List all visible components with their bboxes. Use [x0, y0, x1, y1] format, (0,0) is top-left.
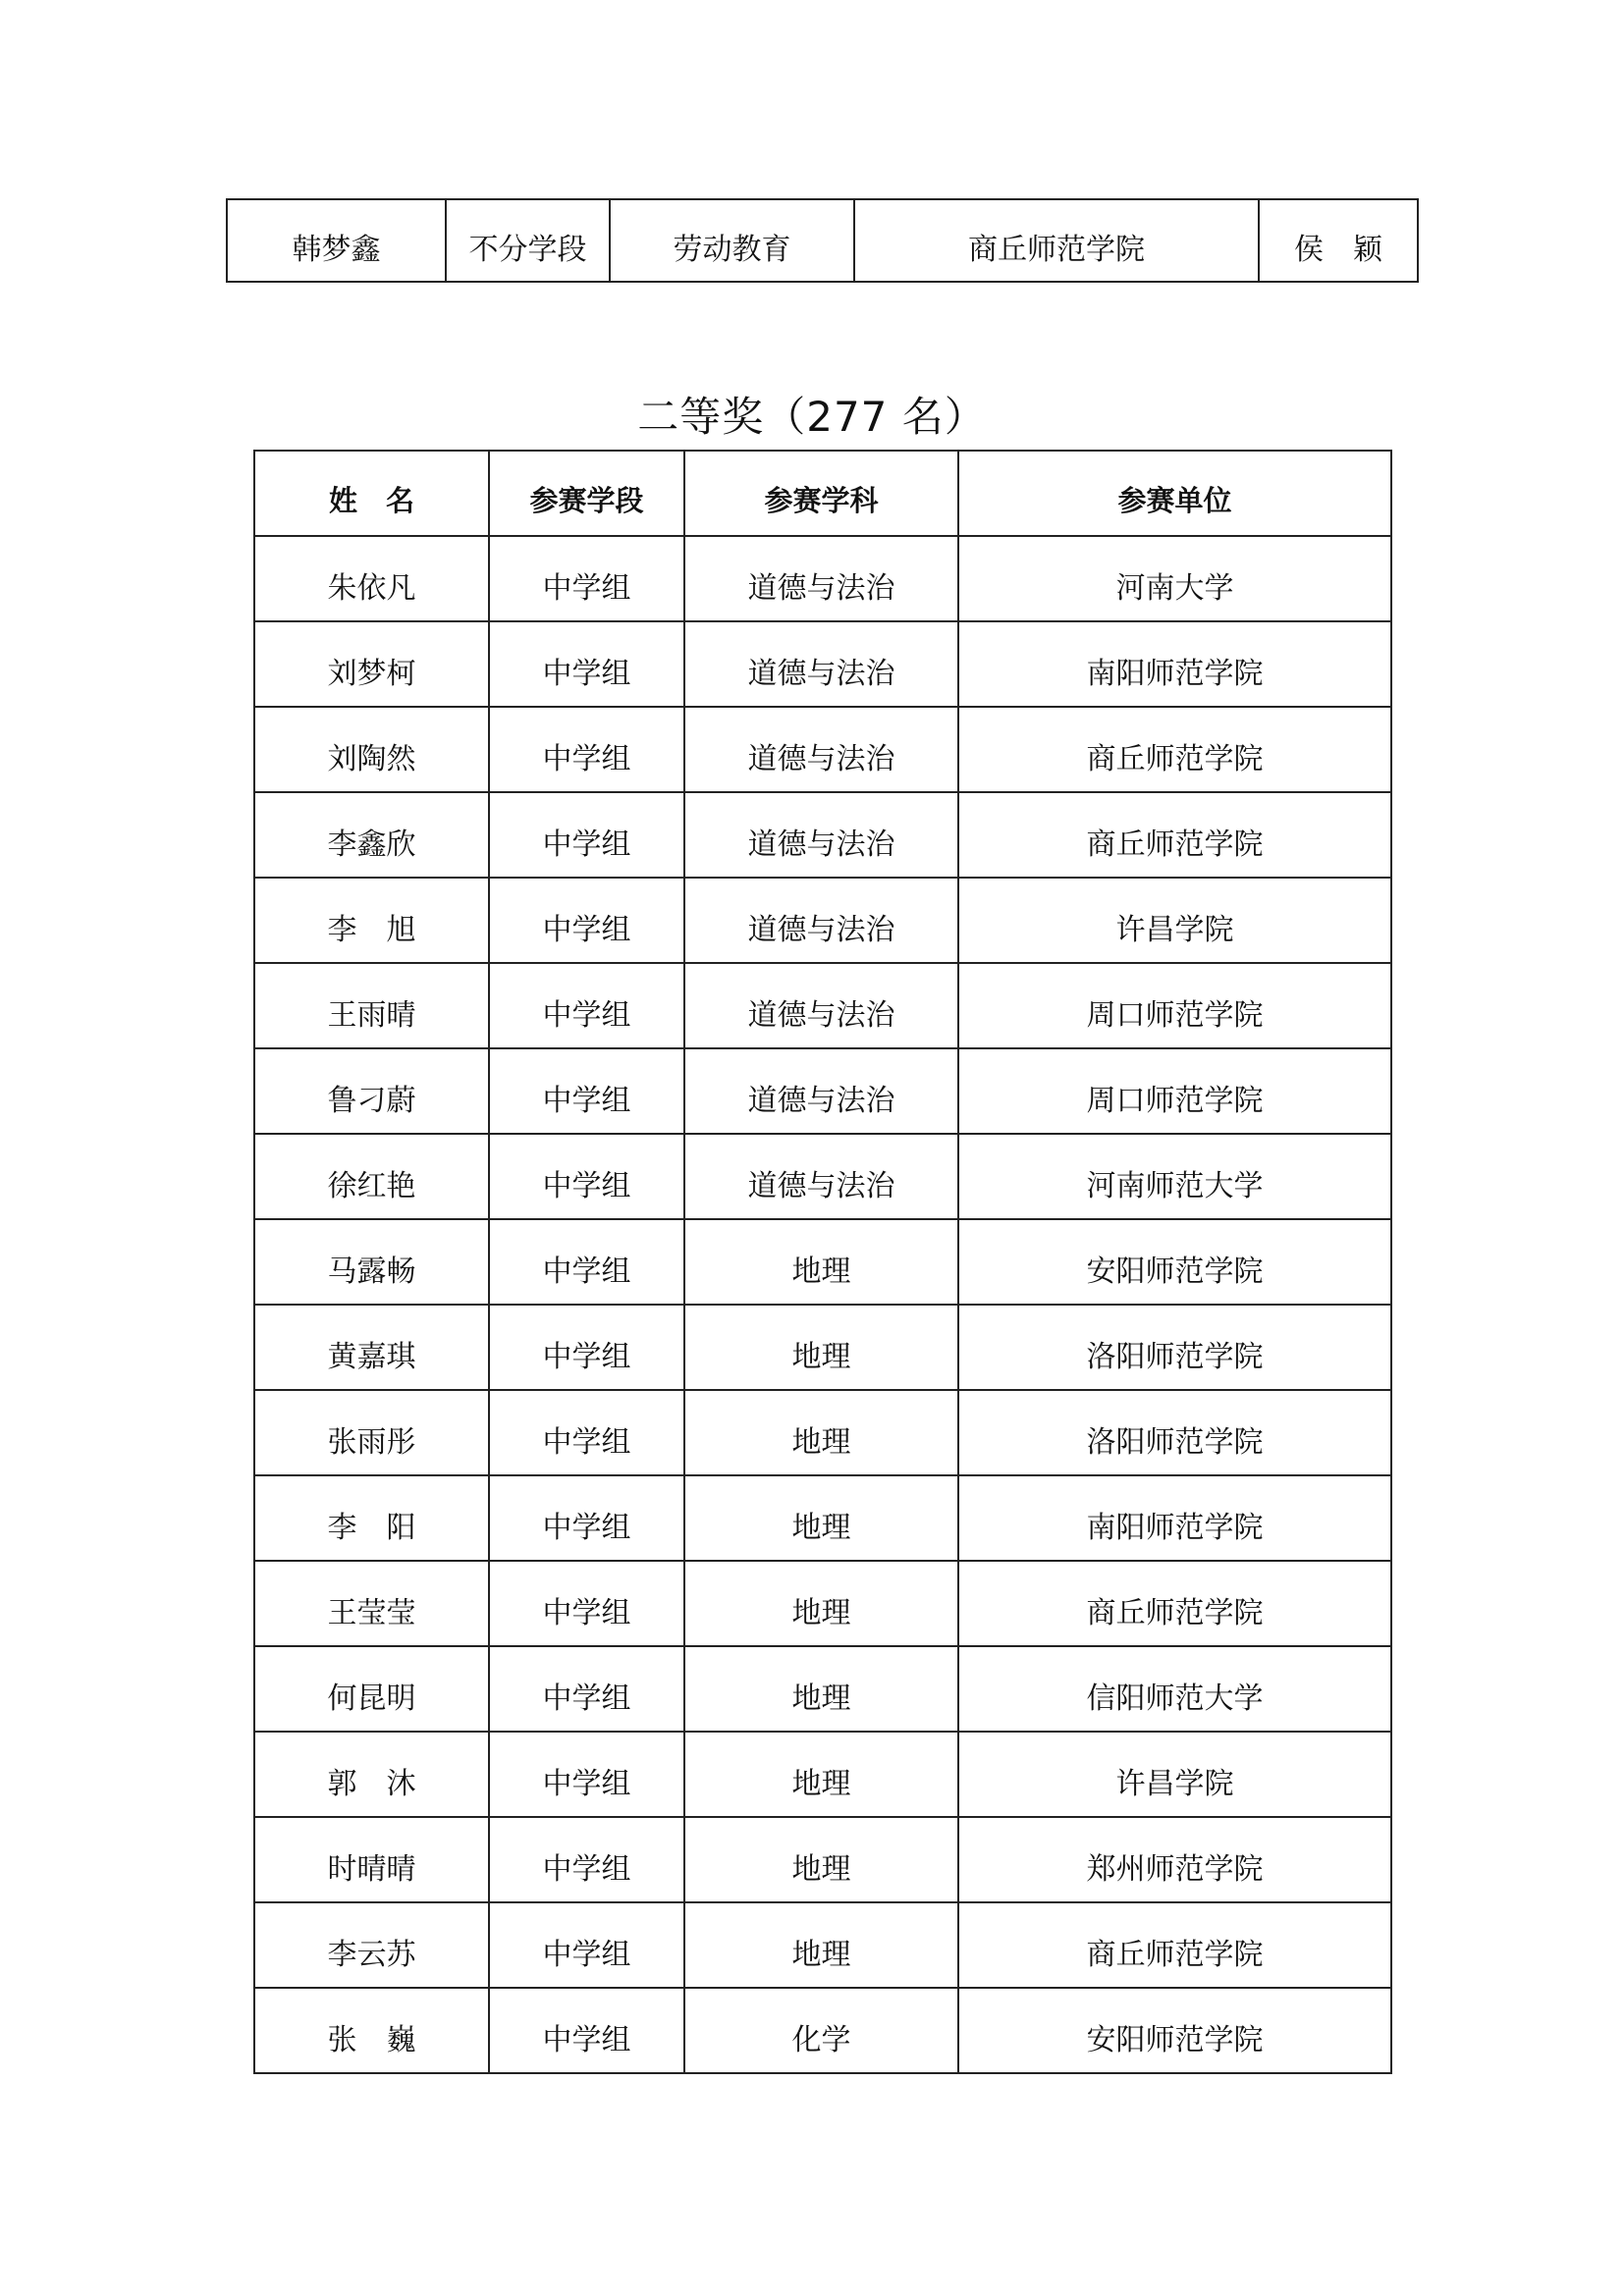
subject-cell: 道德与法治	[684, 621, 958, 707]
name-cell: 徐红艳	[254, 1134, 489, 1219]
stage-cell: 中学组	[489, 621, 684, 707]
name-cell: 韩梦鑫	[227, 199, 446, 282]
unit-cell: 洛阳师范学院	[958, 1305, 1391, 1390]
name-cell: 刘梦柯	[254, 621, 489, 707]
section-title: 二等奖（277 名）	[637, 393, 987, 441]
table-row	[254, 1646, 1391, 1732]
unit-cell: 商丘师范学院	[958, 1561, 1391, 1646]
subject-cell: 地理	[684, 1732, 958, 1817]
name-cell: 张 巍	[254, 1988, 489, 2073]
table-row	[254, 1988, 1391, 2073]
table-row	[254, 1219, 1391, 1305]
name-cell: 李 阳	[254, 1475, 489, 1561]
stage-cell: 中学组	[489, 963, 684, 1048]
table-row	[254, 963, 1391, 1048]
table-header	[254, 451, 1391, 536]
stage-cell: 不分学段	[446, 199, 610, 282]
name-cell: 马露畅	[254, 1219, 489, 1305]
name-cell: 王雨晴	[254, 963, 489, 1048]
subject-cell: 地理	[684, 1646, 958, 1732]
stage-cell: 中学组	[489, 1134, 684, 1219]
table-row	[254, 707, 1391, 792]
table-row	[254, 1561, 1391, 1646]
unit-cell: 周口师范学院	[958, 1048, 1391, 1134]
unit-cell: 商丘师范学院	[854, 199, 1259, 282]
name-cell: 郭 沐	[254, 1732, 489, 1817]
stage-cell: 中学组	[489, 1305, 684, 1390]
table-row	[227, 199, 1418, 282]
unit-cell: 商丘师范学院	[958, 1902, 1391, 1988]
unit-cell: 商丘师范学院	[958, 707, 1391, 792]
subject-cell: 道德与法治	[684, 1048, 958, 1134]
table-row	[254, 878, 1391, 963]
name-cell: 黄嘉琪	[254, 1305, 489, 1390]
name-cell: 王莹莹	[254, 1561, 489, 1646]
table-row	[254, 536, 1391, 621]
unit-cell: 安阳师范学院	[958, 1988, 1391, 2073]
header-name: 姓 名	[254, 451, 489, 536]
stage-cell: 中学组	[489, 1219, 684, 1305]
stage-cell: 中学组	[489, 1561, 684, 1646]
table-row	[254, 1390, 1391, 1475]
stage-cell: 中学组	[489, 1390, 684, 1475]
header-subject: 参赛学科	[684, 451, 958, 536]
name-cell: 朱依凡	[254, 536, 489, 621]
stage-cell: 中学组	[489, 1732, 684, 1817]
unit-cell: 许昌学院	[958, 878, 1391, 963]
table-row	[254, 1817, 1391, 1902]
unit-cell: 河南师范大学	[958, 1134, 1391, 1219]
stage-cell: 中学组	[489, 792, 684, 878]
table-row	[254, 1134, 1391, 1219]
name-cell: 何昆明	[254, 1646, 489, 1732]
subject-cell: 地理	[684, 1561, 958, 1646]
subject-cell: 道德与法治	[684, 878, 958, 963]
subject-cell: 化学	[684, 1988, 958, 2073]
name-cell: 张雨彤	[254, 1390, 489, 1475]
subject-cell: 道德与法治	[684, 707, 958, 792]
subject-cell: 地理	[684, 1219, 958, 1305]
unit-cell: 郑州师范学院	[958, 1817, 1391, 1902]
unit-cell: 河南大学	[958, 536, 1391, 621]
unit-cell: 周口师范学院	[958, 963, 1391, 1048]
stage-cell: 中学组	[489, 1817, 684, 1902]
subject-cell: 道德与法治	[684, 1134, 958, 1219]
subject-cell: 道德与法治	[684, 963, 958, 1048]
stage-cell: 中学组	[489, 1475, 684, 1561]
unit-cell: 南阳师范学院	[958, 1475, 1391, 1561]
stage-cell: 中学组	[489, 1902, 684, 1988]
subject-cell: 道德与法治	[684, 536, 958, 621]
name-cell: 李 旭	[254, 878, 489, 963]
stage-cell: 中学组	[489, 1048, 684, 1134]
table-row	[254, 1048, 1391, 1134]
unit-cell: 许昌学院	[958, 1732, 1391, 1817]
unit-cell: 商丘师范学院	[958, 792, 1391, 878]
stage-cell: 中学组	[489, 878, 684, 963]
name-cell: 李云苏	[254, 1902, 489, 1988]
name-cell: 刘陶然	[254, 707, 489, 792]
subject-cell: 道德与法治	[684, 792, 958, 878]
table-row	[254, 1732, 1391, 1817]
subject-cell: 劳动教育	[610, 199, 854, 282]
unit-cell: 安阳师范学院	[958, 1219, 1391, 1305]
table-row	[254, 792, 1391, 878]
stage-cell: 中学组	[489, 536, 684, 621]
header-stage: 参赛学段	[489, 451, 684, 536]
header-row	[254, 451, 1391, 536]
stage-cell: 中学组	[489, 1646, 684, 1732]
stage-cell: 中学组	[489, 707, 684, 792]
table-row	[254, 1902, 1391, 1988]
unit-cell: 南阳师范学院	[958, 621, 1391, 707]
subject-cell: 地理	[684, 1817, 958, 1902]
second-prize-table	[253, 450, 1392, 2074]
header-unit: 参赛单位	[958, 451, 1391, 536]
table-row	[254, 621, 1391, 707]
previous-table-body	[227, 199, 1418, 282]
table-row	[254, 1475, 1391, 1561]
name-cell: 时晴晴	[254, 1817, 489, 1902]
name-cell: 李鑫欣	[254, 792, 489, 878]
name-cell: 鲁刁蔚	[254, 1048, 489, 1134]
subject-cell: 地理	[684, 1390, 958, 1475]
table-row	[254, 1305, 1391, 1390]
subject-cell: 地理	[684, 1902, 958, 1988]
unit-cell: 信阳师范大学	[958, 1646, 1391, 1732]
subject-cell: 地理	[684, 1305, 958, 1390]
stage-cell: 中学组	[489, 1988, 684, 2073]
instructor-cell: 侯 颖	[1259, 199, 1418, 282]
subject-cell: 地理	[684, 1475, 958, 1561]
table-body	[254, 536, 1391, 2073]
unit-cell: 洛阳师范学院	[958, 1390, 1391, 1475]
previous-award-table	[226, 198, 1419, 283]
